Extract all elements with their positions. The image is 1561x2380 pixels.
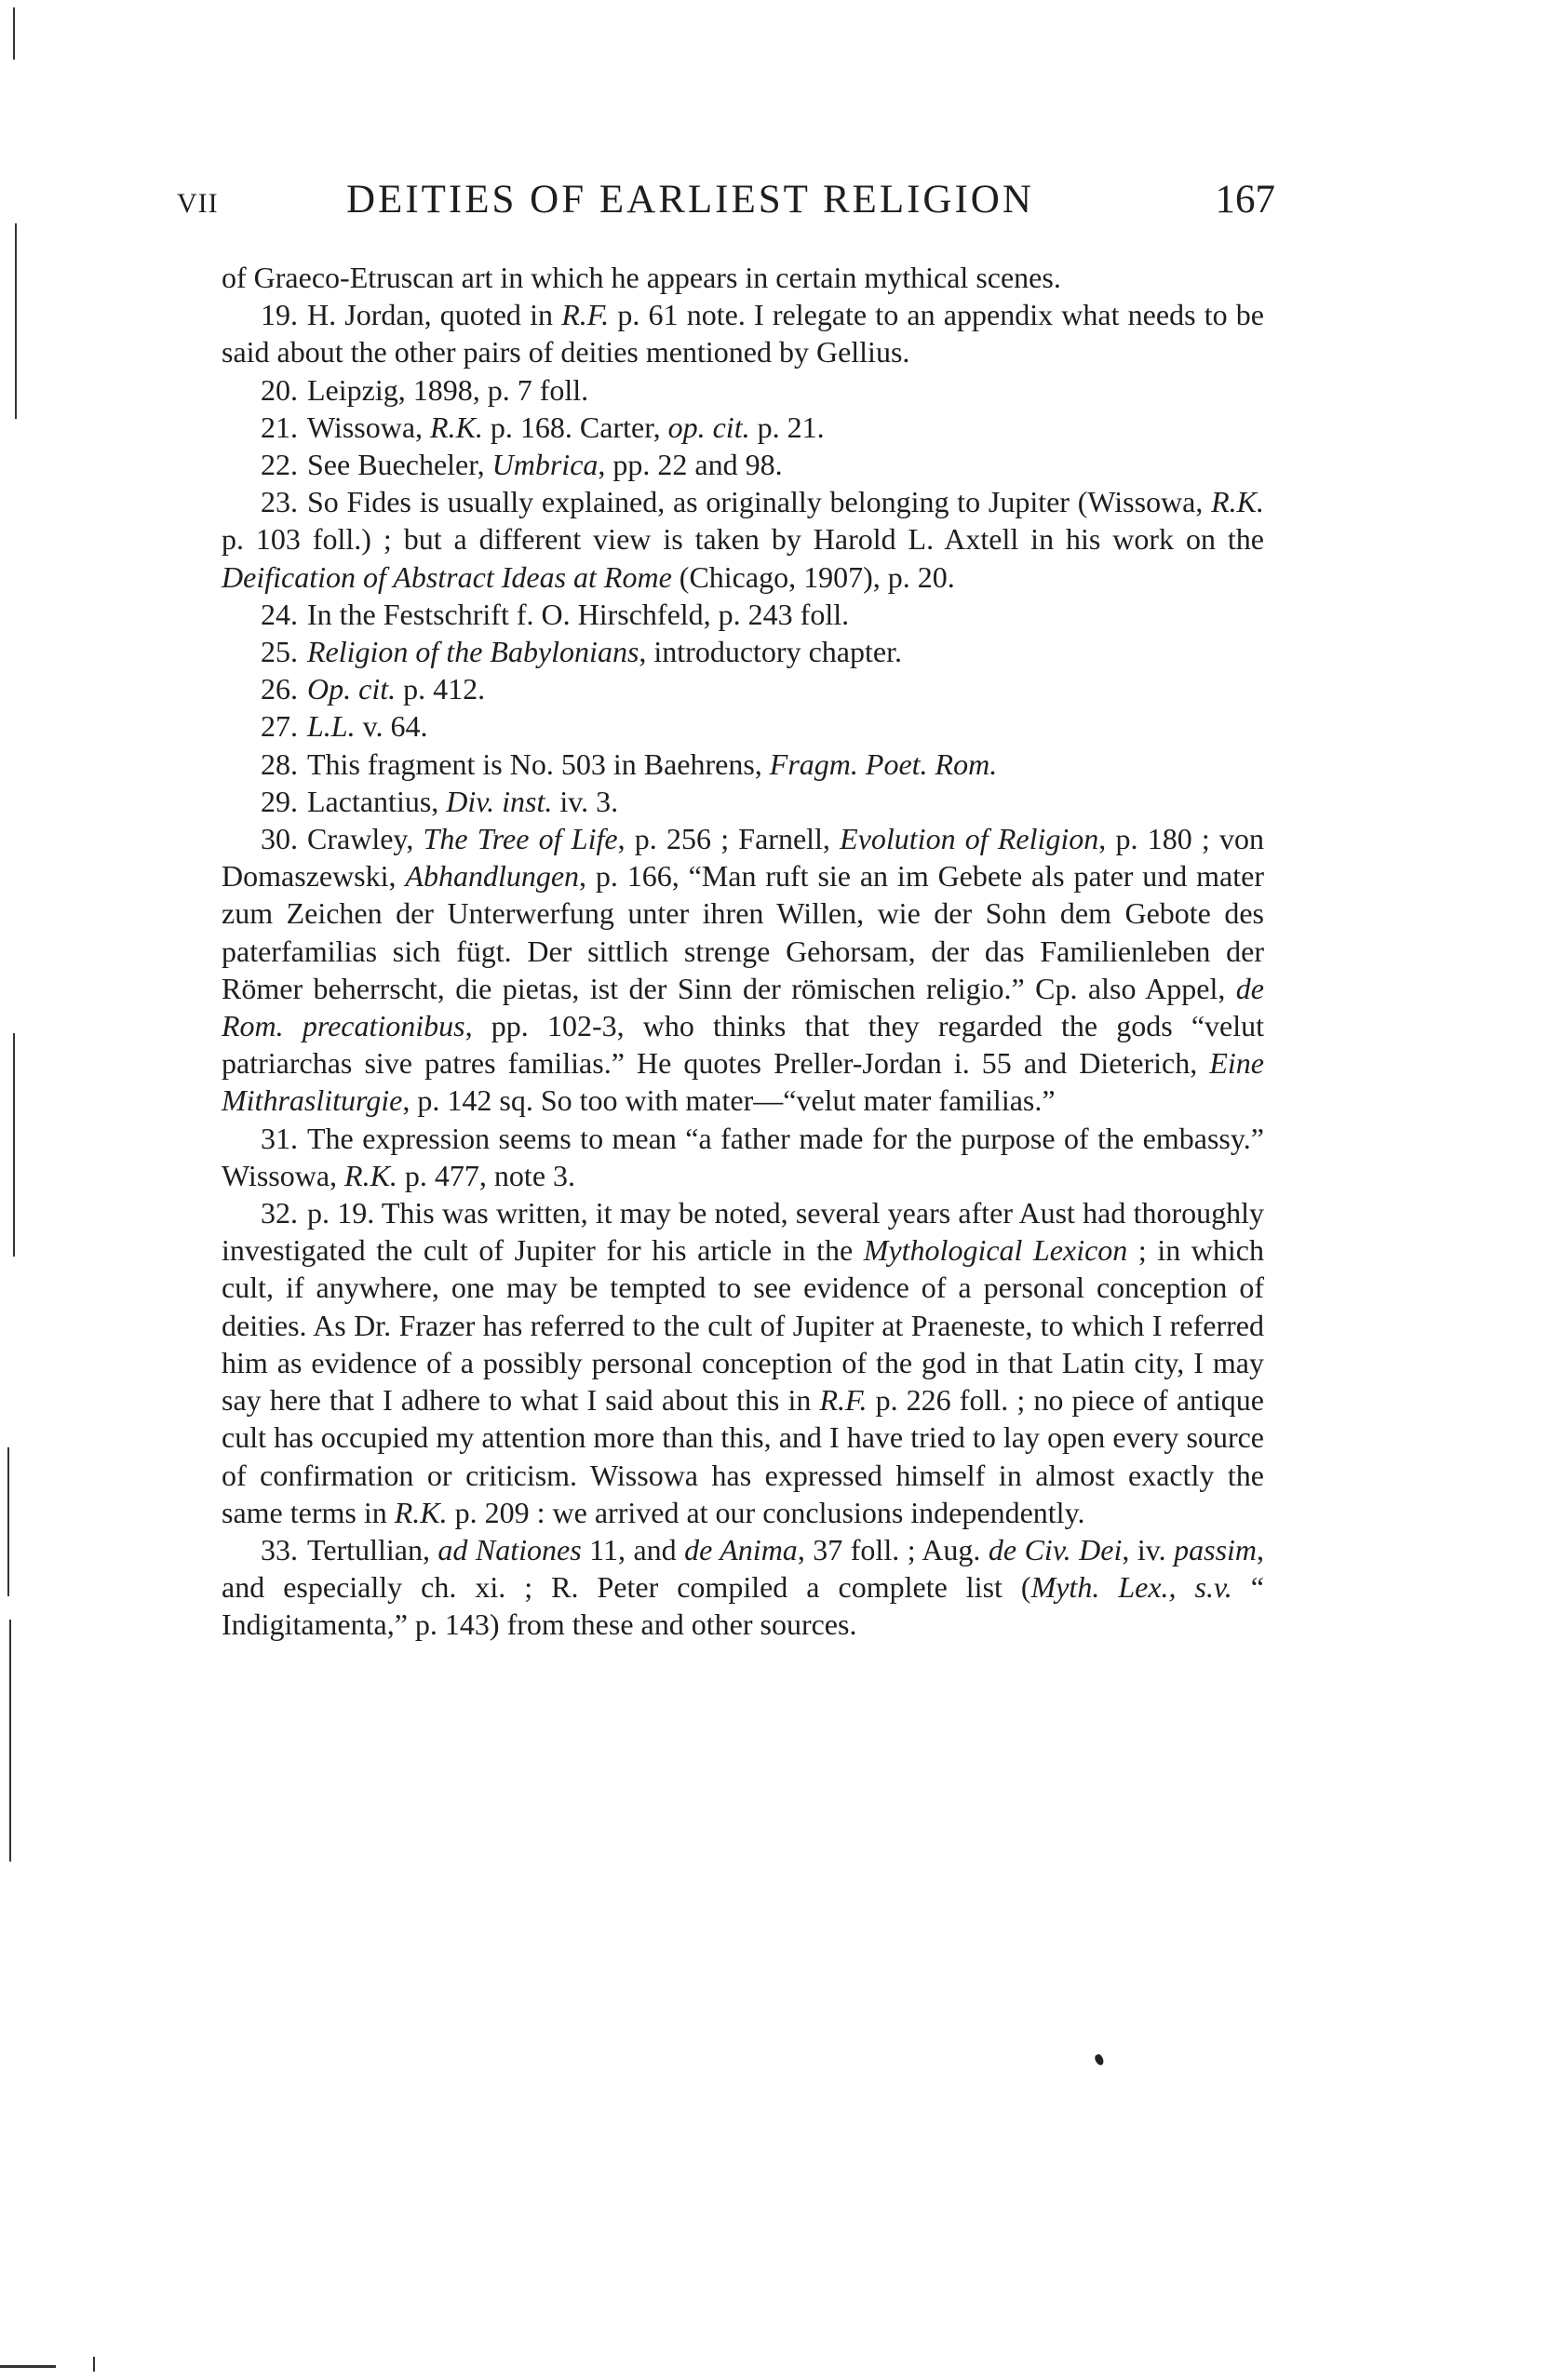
- note-italic-text: Deification of Abstract Ideas at Rome: [222, 559, 672, 594]
- scan-edge-line: [93, 2357, 95, 2372]
- note-text: , introductory chapter.: [639, 635, 902, 669]
- note-text: , iv.: [1122, 1532, 1175, 1566]
- note-italic-text: passim: [1174, 1532, 1258, 1566]
- note-text: (Chicago, 1907), p. 20.: [671, 559, 955, 594]
- note-text: v. 64.: [355, 709, 428, 744]
- endnote: [222, 446, 1264, 483]
- note-text: of Graeco-Etruscan art in which he appears in certain mythical scenes.: [222, 261, 1061, 294]
- running-head: [177, 177, 1275, 242]
- note-italic-text: Umbrica: [491, 448, 599, 482]
- note-text: p. 168. Carter,: [482, 410, 668, 444]
- note-italic-text: R.K.: [430, 410, 483, 444]
- page-title: DEITIES OF EARLIEST RELIGION: [346, 178, 1034, 222]
- endnote: [222, 670, 1264, 707]
- note-text: 11, and: [581, 1532, 685, 1566]
- note-number: 26.: [261, 672, 298, 706]
- note-text: , and especially ch. xi. ; R. Peter compiled a complete list (: [222, 1532, 1265, 1605]
- note-italic-text: Fragm. Poet. Rom.: [769, 746, 998, 781]
- note-number: 32.: [261, 1196, 298, 1230]
- note-text: iv. 3.: [552, 784, 619, 818]
- endnote: [222, 1531, 1264, 1644]
- note-text: , pp. 102-3, who thinks that they regarded the gods “velut patriarchas sive patres familias.” He quotes Preller-Jordan i. 55 and Dieterich,: [222, 1009, 1265, 1081]
- note-text: Wissowa,: [307, 410, 431, 444]
- note-number: 23.: [261, 485, 298, 519]
- note-italic-text: Eine Mithrasliturgie: [222, 1046, 1264, 1118]
- note-italic-text: Evolution of Religion: [840, 822, 1099, 856]
- note-text: p. 477, note 3.: [397, 1158, 576, 1192]
- endnote: [222, 483, 1264, 596]
- endnote: [222, 783, 1264, 820]
- note-text: p. 61 note. I relegate to an appendix what needs to be said about the other pairs of deities mentioned by Gellius.: [222, 298, 1265, 370]
- note-italic-text: L.L.: [307, 709, 356, 744]
- note-text: p. 103 foll.) ; but a different view is taken by Harold L. Axtell in his work on the: [222, 522, 1264, 557]
- note-text: Crawley,: [307, 822, 424, 856]
- scan-edge-line: [13, 7, 15, 60]
- note-text: So Fides is usually explained, as originally belonging to Jupiter (Wissowa,: [307, 485, 1212, 519]
- note-italic-text: R.F.: [819, 1383, 868, 1418]
- note-number: 29.: [261, 784, 298, 818]
- note-text: p. 226 foll. ; no piece of antique cult has occupied my attention more than this, and I have tried to lay open every source of confirmation or criticism. Wissowa has expressed himself in almost exactly the same terms in: [222, 1383, 1265, 1529]
- note-text: , p. 180 ; von Domaszewski,: [222, 822, 1265, 894]
- note-number: 25.: [261, 635, 298, 669]
- note-number: 20.: [261, 372, 298, 407]
- note-italic-text: ad Nationes: [437, 1532, 582, 1566]
- endnote: [222, 633, 1264, 670]
- endnote: [222, 820, 1264, 1120]
- scan-edge-line: [7, 1447, 9, 1596]
- note-text: “ Indigitamenta,” p. 143) from these and other sources.: [222, 1570, 1264, 1642]
- note-text: Leipzig, 1898, p. 7 foll.: [307, 372, 589, 407]
- endnote: [222, 1120, 1264, 1194]
- endnote: [222, 1194, 1264, 1531]
- note-italic-text: Op. cit.: [307, 672, 397, 706]
- endnote: [222, 596, 1264, 633]
- endnote: [222, 409, 1264, 446]
- note-text: p. 412.: [396, 672, 486, 706]
- scan-edge-line: [9, 1620, 11, 1862]
- endnote: [222, 296, 1264, 370]
- note-italic-text: Div. inst.: [446, 784, 553, 818]
- note-text: , p. 142 sq. So too with mater—“velut mater familias.”: [402, 1083, 1056, 1118]
- note-number: 30.: [261, 822, 298, 856]
- note-text: This fragment is No. 503 in Baehrens,: [307, 746, 770, 781]
- note-text: In the Festschrift f. O. Hirschfeld, p. 243 foll.: [307, 597, 850, 631]
- note-number: 24.: [261, 597, 298, 631]
- note-italic-text: op. cit.: [667, 410, 750, 444]
- note-italic-text: Religion of the Babylonians: [307, 635, 639, 669]
- note-text: ; in which cult, if anywhere, one may be tempted to see evidence of a personal conception of deities. As Dr. Frazer has referred to the cult of Jupiter at Praeneste, to which I referred him as evidence of a possibly personal conception of the god in that Latin city, I may say here that I adhere to what I said about this in: [222, 1233, 1265, 1418]
- scan-edge-line: [13, 1033, 15, 1257]
- note-italic-text: R.F.: [561, 298, 610, 332]
- note-text: Lactantius,: [307, 784, 447, 818]
- note-italic-text: R.K.: [394, 1495, 448, 1529]
- note-number: 33.: [261, 1532, 298, 1566]
- scan-edge-line: [0, 2365, 56, 2368]
- note-text: , p. 256 ; Farnell,: [617, 822, 841, 856]
- endnote: [222, 746, 1264, 783]
- note-number: 28.: [261, 746, 298, 781]
- note-italic-text: The Tree of Life: [423, 822, 618, 856]
- note-italic-text: R.K.: [1211, 485, 1264, 519]
- note-italic-text: de Anima: [684, 1532, 798, 1566]
- note-text: , pp. 22 and 98.: [598, 448, 783, 482]
- note-italic-text: Myth. Lex., s.v.: [1030, 1570, 1232, 1605]
- note-italic-text: Abhandlungen: [405, 859, 580, 894]
- note-number: 19.: [261, 298, 298, 332]
- note-italic-text: de Rom. precationibus: [222, 971, 1264, 1043]
- note-text: See Buecheler,: [307, 448, 492, 482]
- note-text: , p. 166, “Man ruft sie an im Gebete als pater und mater zum Zeichen der Unterwerfung unter ihren Willen, wie der Sohn dem Gebote des paterfamilias sich fügt. Der sittlich strenge Gehorsam, der das Familienleben der Römer beherrscht, die pietas, ist der Sinn der römischen religio.” Cp. also Appel,: [222, 859, 1265, 1005]
- note-text: Tertullian,: [307, 1532, 438, 1566]
- note-number: 22.: [261, 448, 298, 482]
- ink-speck: [1094, 2053, 1105, 2066]
- note-italic-text: R.K.: [344, 1158, 397, 1192]
- notes-section: [222, 259, 1264, 1644]
- note-text: p. 209 : we arrived at our conclusions independently.: [447, 1495, 1085, 1529]
- note-number: 31.: [261, 1121, 298, 1155]
- note-italic-text: Mythological Lexicon: [863, 1233, 1128, 1268]
- endnote: [222, 371, 1264, 409]
- note-text: H. Jordan, quoted in: [307, 298, 562, 332]
- note-text: The expression seems to mean “a father made for the purpose of the embassy.” Wissowa,: [222, 1121, 1264, 1192]
- page-number: 167: [1215, 178, 1275, 222]
- note-text: , 37 foll. ; Aug.: [797, 1532, 989, 1566]
- note-italic-text: de Civ. Dei: [988, 1532, 1123, 1566]
- note-text: p. 21.: [749, 410, 825, 444]
- note-number: 21.: [261, 410, 298, 444]
- scan-edge-line: [15, 223, 17, 419]
- chapter-number: VII: [177, 188, 219, 219]
- note-text: p. 19. This was written, it may be noted, several years after Aust had thoroughly investigated the cult of Jupiter for his article in the: [222, 1196, 1264, 1268]
- note-number: 27.: [261, 709, 298, 744]
- endnote: [222, 259, 1264, 296]
- endnote: [222, 707, 1264, 745]
